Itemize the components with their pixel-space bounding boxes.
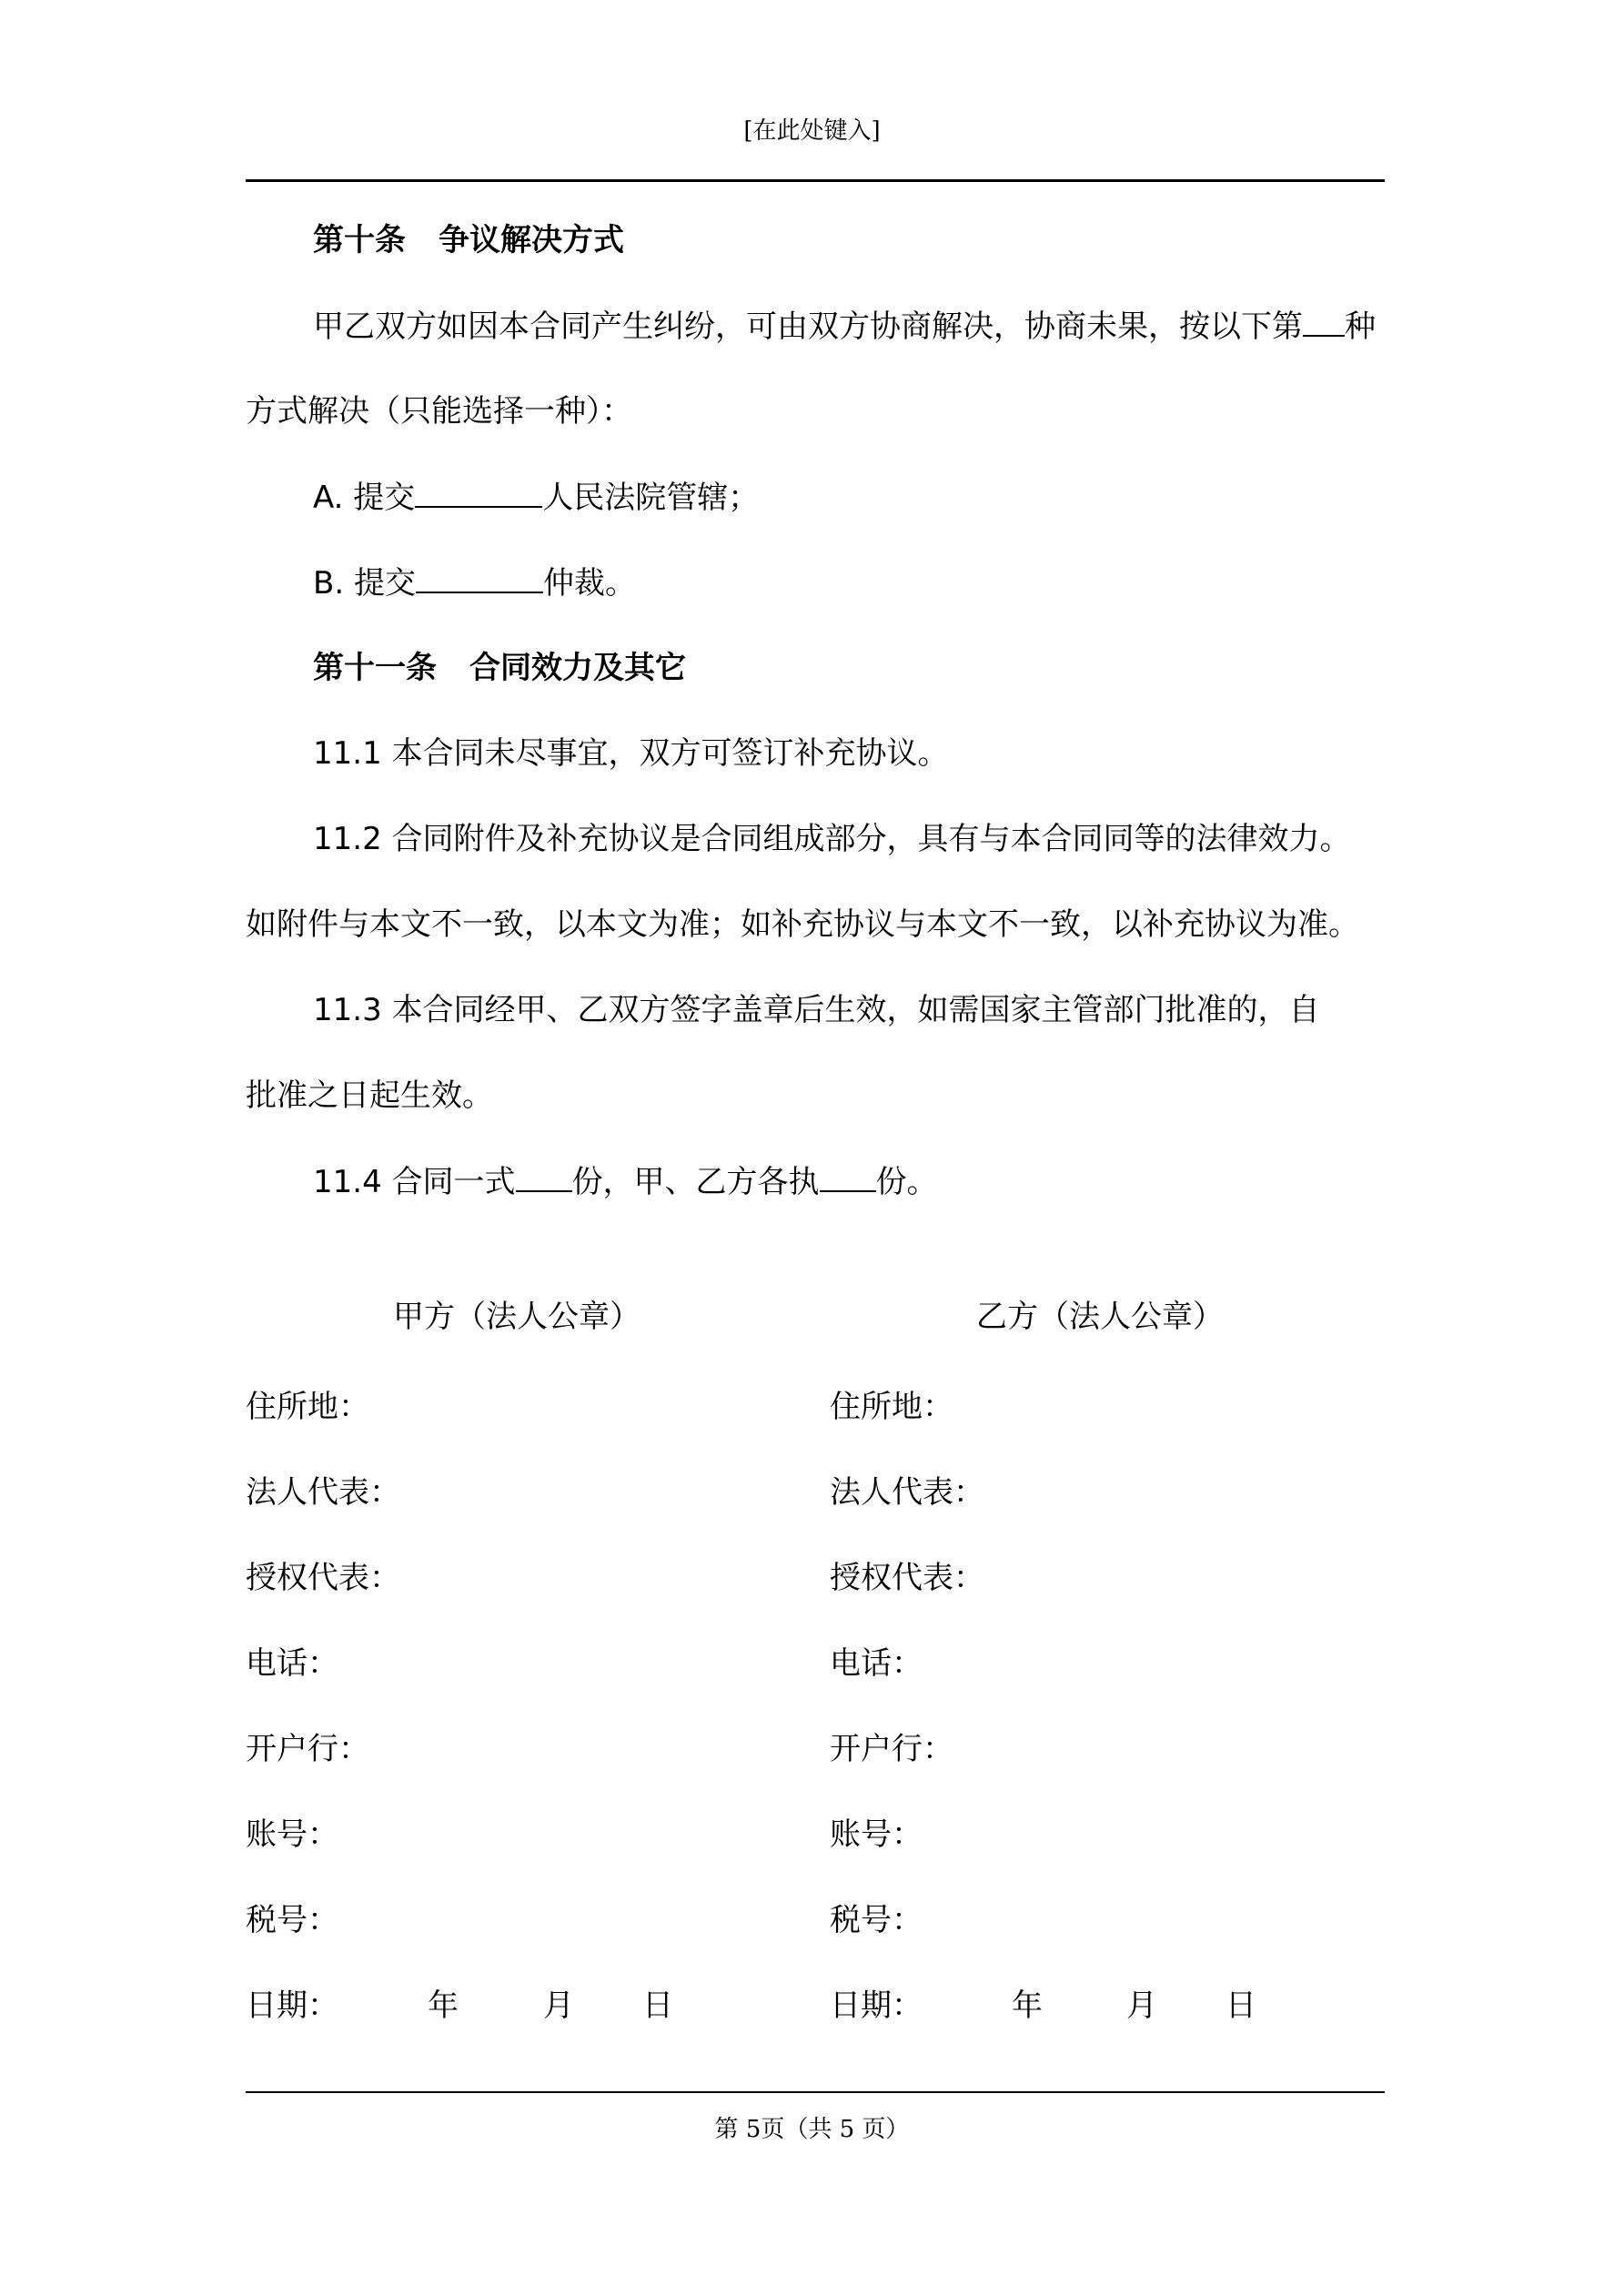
party-a-phone: 电话：	[246, 1645, 338, 1682]
page-footer: 第 5页（共 5 页）	[714, 2116, 910, 2143]
option-b-suffix: 仲裁。	[542, 565, 636, 602]
party-b-auth-rep: 授权代表：	[830, 1560, 984, 1596]
copies-total-blank[interactable]	[516, 1159, 572, 1192]
option-b	[313, 561, 636, 605]
article-10-title: 争议解决方式	[439, 222, 624, 258]
arbitration-body-blank[interactable]	[416, 561, 543, 593]
party-b-date-label: 日期：	[830, 1988, 923, 2024]
article-10-text: 甲乙双方如因本合同产生纠纷，可由双方协商解决，协商未果，按以下第	[313, 308, 1303, 345]
party-b-tax-id: 税号：	[830, 1902, 923, 1938]
article-11-title: 合同效力及其它	[469, 650, 686, 686]
party-b-address: 住所地：	[830, 1389, 953, 1425]
party-b-title: 乙方（法人公章）	[976, 1299, 1224, 1335]
party-a-date-label: 日期：	[246, 1988, 338, 2024]
method-choice-blank[interactable]	[1303, 304, 1345, 337]
option-b-prefix: B. 提交	[313, 565, 416, 602]
clause-11-4-prefix: 11.4 合同一式	[313, 1164, 516, 1200]
article-10-paragraph-line2: 方式解决（只能选择一种）：	[246, 393, 632, 430]
clause-11-2-line1: 11.2 合同附件及补充协议是合同组成部分，具有与本合同同等的法律效力。	[313, 821, 1351, 857]
party-a-auth-rep: 授权代表：	[246, 1560, 400, 1596]
party-b-legal-rep: 法人代表：	[830, 1474, 984, 1511]
clause-11-2-line2: 如附件与本文不一致，以本文为准；如补充协议与本文不一致，以补充协议为准。	[246, 906, 1359, 943]
article-10-number: 第十条	[313, 222, 406, 258]
footer-divider	[246, 2091, 1385, 2093]
party-b-bank: 开户行：	[830, 1731, 953, 1767]
page-header: [在此处键入]	[743, 117, 881, 145]
article-11-heading	[313, 646, 686, 690]
party-a-date-day: 日	[642, 1988, 673, 2024]
clause-11-4	[313, 1159, 938, 1204]
party-b-phone: 电话：	[830, 1645, 923, 1682]
party-a-legal-rep: 法人代表：	[246, 1474, 400, 1511]
article-10-heading	[313, 218, 624, 262]
party-a-address: 住所地：	[246, 1389, 369, 1425]
article-10-text-end: 种	[1345, 308, 1376, 345]
clause-11-3-line1: 11.3 本合同经甲、乙双方签字盖章后生效，如需国家主管部门批准的，自	[313, 992, 1320, 1028]
party-b-account: 账号：	[830, 1816, 923, 1853]
clause-11-1: 11.1 本合同未尽事宜，双方可签订补充协议。	[313, 735, 949, 772]
clause-11-4-suffix: 份。	[875, 1164, 938, 1200]
party-a-date-month: 月	[543, 1988, 574, 2024]
option-a	[313, 475, 759, 520]
option-a-suffix: 人民法院管辖；	[542, 480, 760, 516]
party-a-date-year: 年	[428, 1988, 459, 2024]
clause-11-4-middle: 份，甲、乙方各执	[571, 1164, 820, 1200]
party-b-date-day: 日	[1226, 1988, 1256, 2024]
copies-each-blank[interactable]	[820, 1159, 876, 1192]
party-a-tax-id: 税号：	[246, 1902, 338, 1938]
court-name-blank[interactable]	[415, 475, 542, 508]
party-a-account: 账号：	[246, 1816, 338, 1853]
party-a-bank: 开户行：	[246, 1731, 369, 1767]
clause-11-3-line2: 批准之日起生效。	[246, 1077, 493, 1114]
header-divider	[246, 179, 1385, 182]
option-a-prefix: A. 提交	[313, 480, 416, 516]
article-11-number: 第十一条	[313, 650, 437, 686]
party-b-date-month: 月	[1126, 1988, 1157, 2024]
party-a-title: 甲方（法人公章）	[393, 1299, 641, 1335]
article-10-paragraph-line1	[313, 304, 1376, 349]
party-b-date-year: 年	[1012, 1988, 1043, 2024]
